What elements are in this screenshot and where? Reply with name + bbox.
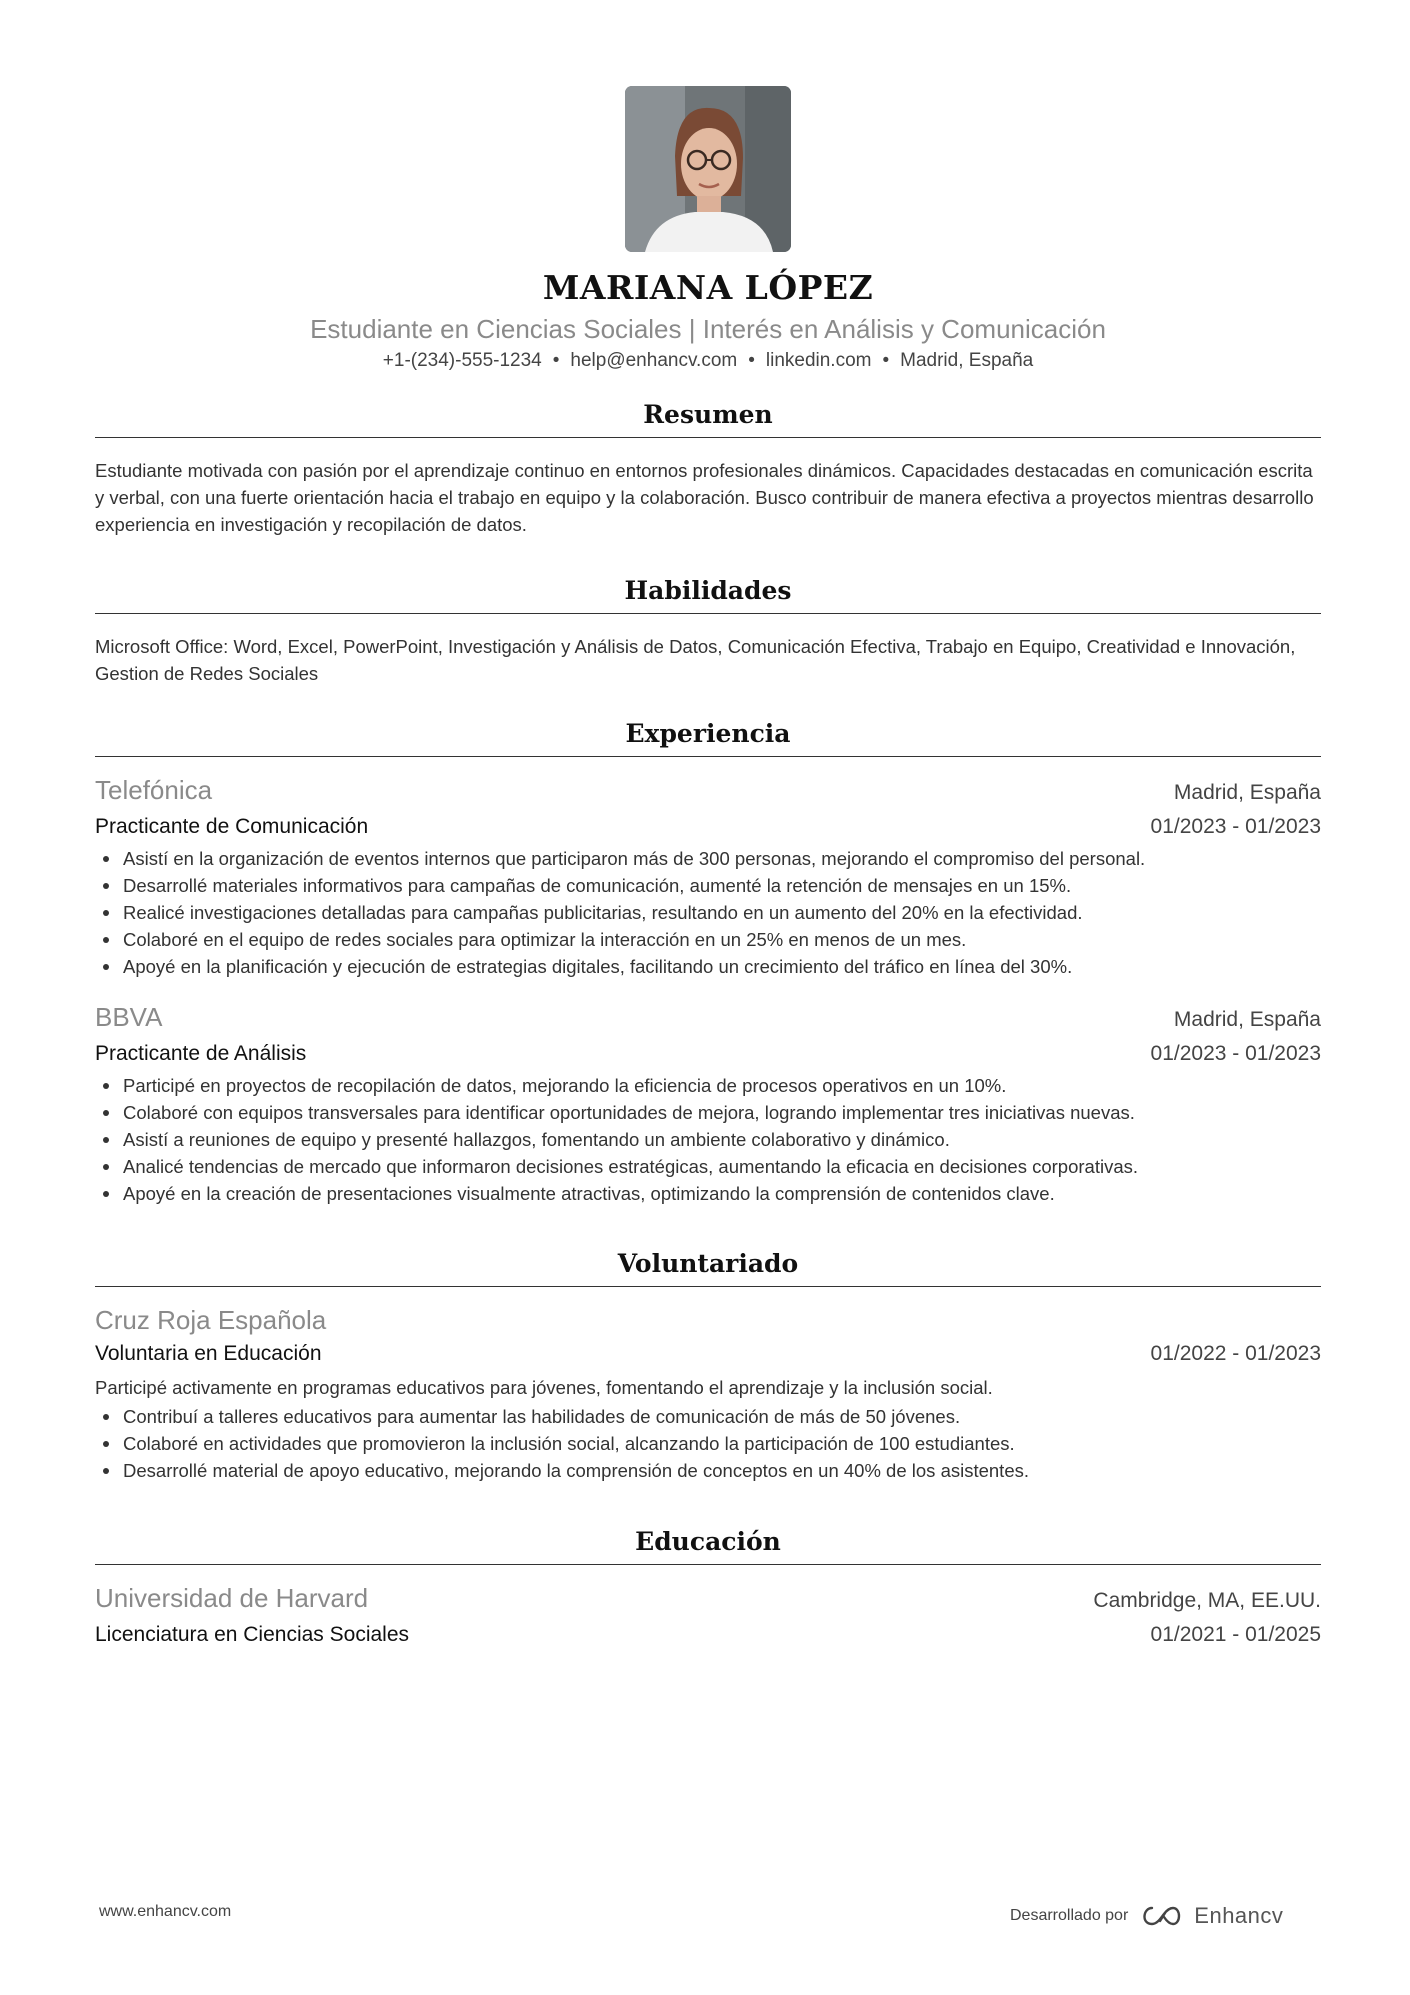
education-heading: Educación (95, 1527, 1321, 1565)
experience-heading: Experiencia (95, 719, 1321, 757)
volunteer-role: Voluntaria en Educación (95, 1342, 322, 1365)
company-name: BBVA (95, 1002, 163, 1032)
list-item: Contribuí a talleres educativos para aumentar las habilidades de comunicación de más de 50 jóvenes. (95, 1403, 1321, 1430)
list-item: Participé en proyectos de recopilación de datos, mejorando la eficiencia de procesos operativos en un 10%. (95, 1072, 1321, 1099)
email[interactable]: help@enhancv.com (570, 350, 738, 371)
school-location: Cambridge, MA, EE.UU. (1093, 1589, 1321, 1612)
summary-text: Estudiante motivada con pasión por el aprendizaje continuo en entornos profesionales dinámicos. Capacidades destacadas en comunicación escrita y verbal, con una fuerte orientación hacia el trabajo en equipo y la colaboración. Busco contribuir de manera efectiva a proyectos mientras desarrollo experiencia en investigación y recopilación de datos. (95, 460, 1314, 535)
achievement-list (95, 1072, 1321, 1207)
experience-entry (95, 773, 1321, 980)
job-role: Practicante de Análisis (95, 1042, 307, 1065)
list-item: Asistí a reuniones de equipo y presenté hallazgos, fomentando un ambiente colaborativo y dinámico. (95, 1126, 1321, 1153)
profile-photo (625, 86, 791, 252)
list-item: Desarrollé materiales informativos para campañas de comunicación, aumenté la retención de mensajes en un 15%. (95, 872, 1321, 899)
organization-name: Cruz Roja Española (95, 1305, 327, 1335)
list-item: Colaboré en el equipo de redes sociales para optimizar la interacción en un 25% en menos de un mes. (95, 926, 1321, 953)
list-item: Colaboré con equipos transversales para identificar oportunidades de mejora, logrando implementar tres iniciativas nuevas. (95, 1099, 1321, 1126)
location: Madrid, España (900, 350, 1034, 371)
powered-by-label: Desarrollado por (1010, 1907, 1129, 1924)
enhancv-logo-icon (1138, 1903, 1186, 1929)
job-dates: 01/2023 - 01/2023 (1150, 1042, 1321, 1065)
list-item: Asistí en la organización de eventos internos que participaron más de 300 personas, mejorando el compromiso del personal. (95, 845, 1321, 872)
job-dates: 01/2023 - 01/2023 (1150, 815, 1321, 838)
company-location: Madrid, España (1173, 781, 1321, 804)
footer-branding (1010, 1903, 1283, 1929)
job-role: Practicante de Comunicación (95, 815, 369, 838)
list-item: Colaboré en actividades que promovieron la inclusión social, alcanzando la participación de 100 estudiantes. (95, 1430, 1321, 1457)
phone: +1-(234)-555-1234 (382, 350, 542, 371)
volunteering-heading: Voluntariado (95, 1249, 1321, 1287)
company-location: Madrid, España (1173, 1008, 1321, 1031)
education-dates: 01/2021 - 01/2025 (1150, 1623, 1321, 1646)
list-item: Apoyé en la creación de presentaciones visualmente atractivas, optimizando la comprensión de contenidos clave. (95, 1180, 1321, 1207)
experience-entry (95, 1000, 1321, 1207)
candidate-name: MARIANA LÓPEZ (542, 268, 874, 307)
school-name: Universidad de Harvard (95, 1583, 369, 1613)
list-item: Realicé investigaciones detalladas para campañas publicitarias, resultando en un aumento del 20% en la efectividad. (95, 899, 1321, 926)
footer-website[interactable]: www.enhancv.com (99, 1903, 232, 1920)
skills-heading: Habilidades (95, 576, 1321, 614)
volunteer-description: Participé activamente en programas educativos para jóvenes, fomentando el aprendizaje y la inclusión social. (95, 1377, 993, 1398)
achievement-list (95, 1403, 1321, 1484)
candidate-title: Estudiante en Ciencias Sociales | Interés en Análisis y Comunicación (310, 314, 1106, 344)
volunteer-dates: 01/2022 - 01/2023 (1150, 1342, 1321, 1365)
contact-info: +1-(234)-555-1234 • help@enhancv.com • linkedin.com • Madrid, España (382, 350, 1034, 371)
list-item: Analicé tendencias de mercado que informaron decisiones estratégicas, aumentando la eficacia en decisiones corporativas. (95, 1153, 1321, 1180)
summary-heading: Resumen (95, 400, 1321, 438)
linkedin[interactable]: linkedin.com (765, 350, 872, 371)
resume-header (95, 266, 1321, 374)
list-item: Desarrollé material de apoyo educativo, mejorando la comprensión de conceptos en un 40% de los asistentes. (95, 1457, 1321, 1484)
brand-name: Enhancv (1194, 1903, 1284, 1928)
achievement-list (95, 845, 1321, 980)
skills-text: Microsoft Office: Word, Excel, PowerPoint, Investigación y Análisis de Datos, Comunicación Efectiva, Trabajo en Equipo, Creatividad e Innovación, Gestion de Redes Sociales (95, 636, 1296, 684)
company-name: Telefónica (95, 775, 213, 805)
degree: Licenciatura en Ciencias Sociales (95, 1623, 410, 1646)
education-entry (95, 1581, 1321, 1651)
list-item: Apoyé en la planificación y ejecución de estrategias digitales, facilitando un crecimiento del tráfico en línea del 30%. (95, 953, 1321, 980)
volunteering-entry (95, 1303, 1321, 1484)
